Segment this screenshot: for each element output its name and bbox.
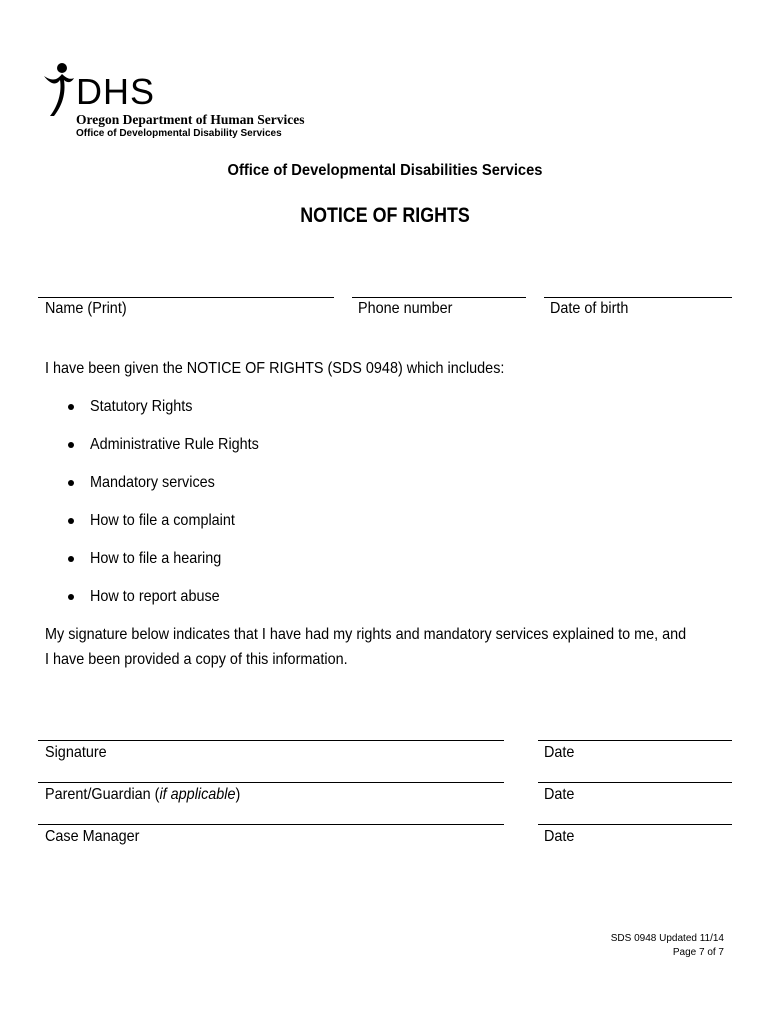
- name-label: Name (Print): [45, 300, 127, 317]
- list-item: How to file a complaint: [66, 502, 278, 540]
- parent-date-line[interactable]: [538, 782, 732, 783]
- sub-office-name: Office of Developmental Disability Services: [76, 128, 282, 139]
- bullet-icon: [68, 404, 74, 410]
- list-item: Mandatory services: [66, 464, 278, 502]
- case-manager-line[interactable]: [38, 824, 504, 825]
- list-item: How to report abuse: [66, 578, 278, 616]
- phone-field-line[interactable]: [352, 297, 526, 298]
- dhs-logo: [40, 62, 310, 142]
- person-figure-icon: [40, 62, 76, 118]
- document-subtitle: NOTICE OF RIGHTS: [300, 204, 470, 227]
- dob-label: Date of birth: [550, 300, 629, 317]
- intro-text: I have been given the NOTICE OF RIGHTS (SDS 0948) which includes:: [45, 360, 505, 377]
- list-item: Administrative Rule Rights: [66, 426, 278, 464]
- form-id: SDS 0948 Updated 11/14: [610, 933, 724, 944]
- organization-name: Oregon Department of Human Services: [76, 112, 305, 127]
- signature-statement: My signature below indicates that I have had my rights and mandatory services explained to me, and I have been provided a copy of this information.: [45, 626, 687, 668]
- bullet-icon: [68, 594, 74, 600]
- parent-guardian-line[interactable]: [38, 782, 504, 783]
- bullet-icon: [68, 518, 74, 524]
- document-title: Office of Developmental Disabilities Services: [227, 162, 543, 179]
- rights-list: [66, 388, 278, 616]
- case-manager-label: Case Manager: [45, 828, 140, 845]
- page-footer: [611, 932, 724, 960]
- list-item: Statutory Rights: [66, 388, 278, 426]
- name-field-line[interactable]: [38, 297, 334, 298]
- page-number: Page 7 of 7: [672, 947, 724, 958]
- list-item: How to file a hearing: [66, 540, 278, 578]
- bullet-icon: [68, 556, 74, 562]
- case-manager-date-line[interactable]: [538, 824, 732, 825]
- dob-field-line[interactable]: [544, 297, 732, 298]
- signature-label: Signature: [45, 744, 107, 761]
- signature-line[interactable]: [38, 740, 504, 741]
- logo-text: DHS: [76, 71, 156, 112]
- bullet-icon: [68, 442, 74, 448]
- parent-guardian-label: Parent/Guardian (if applicable): [45, 786, 241, 803]
- signature-date-line[interactable]: [538, 740, 732, 741]
- case-manager-date-label: Date: [544, 828, 575, 845]
- signature-date-label: Date: [544, 744, 575, 761]
- phone-label: Phone number: [358, 300, 453, 317]
- parent-date-label: Date: [544, 786, 575, 803]
- bullet-icon: [68, 480, 74, 486]
